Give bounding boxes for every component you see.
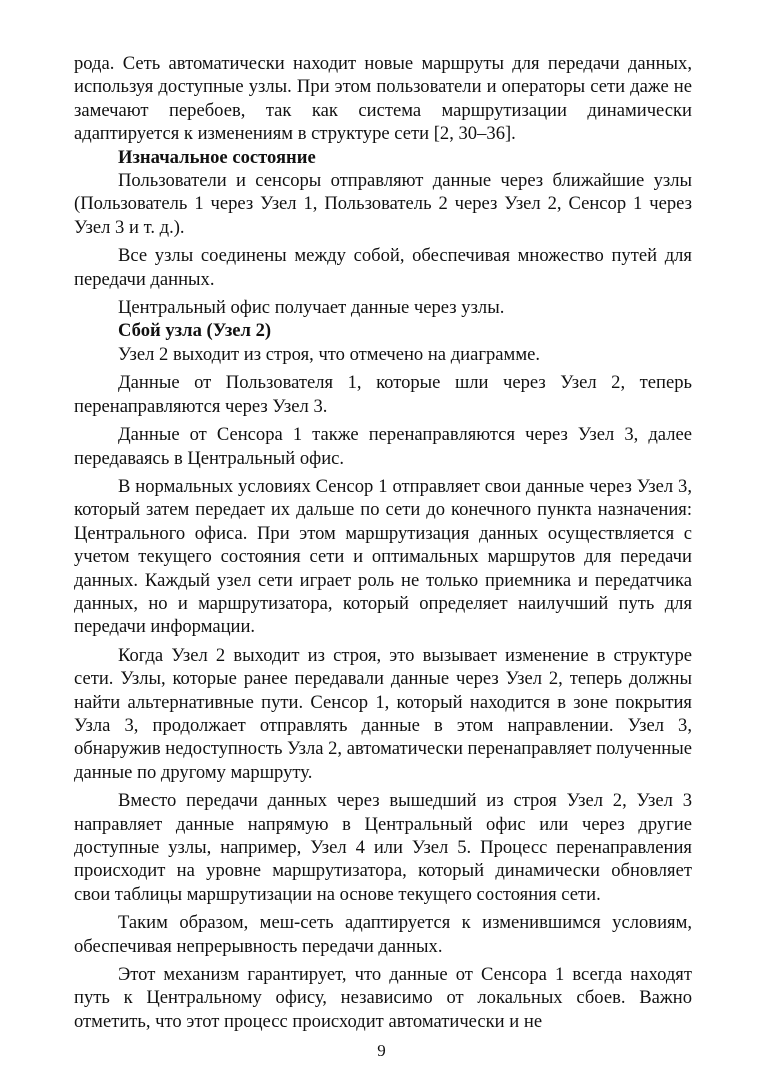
page-number: 9 <box>377 1041 386 1060</box>
heading-initial-state: Изначальное состояние <box>118 146 316 168</box>
paragraph-user-rerouted: Данные от Пользователя 1, которые шли через Узел 2, теперь перенаправляются через Узел 3. <box>74 372 692 417</box>
paragraph-node-failure-effect: Когда Узел 2 выходит из строя, это вызывает изменение в структуре сети. Узлы, которые ранее передавали данные через Узел 2, теперь должны найти альтернативные пути. Сенсор 1, который находится в зоне покрытия Узла 3, продолжает отправлять данные в этом направлении. Узел 3, обнаружив недоступность Узла 2, автоматически перенаправляет полученные данные по другому маршруту. <box>74 644 692 783</box>
paragraph-alternative-route: Вместо передачи данных через вышедший из строя Узел 2, Узел 3 направляет данные напрямую в Центральный офис или через другие доступные узлы, например, Узел 4 или Узел 5. Процесс перенаправления происходит на уровне маршрутизатора, который динамически обновляет свои таблицы маршрутизации на основе текущего состояния сети. <box>74 790 692 905</box>
paragraph-central-office: Центральный офис получает данные через узлы. <box>118 297 505 319</box>
paragraph-node-down: Узел 2 выходит из строя, что отмечено на диаграмме. <box>118 343 540 365</box>
paragraph-mechanism-guarantee: Этот механизм гарантирует, что данные от Сенсора 1 всегда находят путь к Центральному офису, независимо от локальных сбоев. Важно отметить, что этот процесс происходит автоматически и не <box>74 964 692 1032</box>
paragraph-normal-conditions: В нормальных условиях Сенсор 1 отправляет свои данные через Узел 3, который затем передает их дальше по сети до конечного пункта назначения: Центрального офиса. При этом маршрутизация данных осуществляется с учетом текущего состояния сети и оптимальных маршрутов для передачи данных. Каждый узел сети играет роль не только приемника и передатчика данных, но и маршрутизатора, который определяет наилучший путь для передачи информации. <box>74 475 692 638</box>
paragraph-mesh-adapts: Таким образом, меш-сеть адаптируется к изменившимся условиям, обеспечивая непрерывность передачи данных. <box>74 912 692 957</box>
paragraph-sensor-rerouted: Данные от Сенсора 1 также перенаправляются через Узел 3, далее передаваясь в Центральный офис. <box>74 424 692 469</box>
heading-node-failure: Сбой узла (Узел 2) <box>118 320 272 342</box>
paragraph-nodes-connected: Все узлы соединены между собой, обеспечивая множество путей для передачи данных. <box>74 245 692 290</box>
paragraph-continuation: рода. Сеть автоматически находит новые маршруты для передачи данных, используя доступные узлы. При этом пользователи и операторы сети даже не замечают перебоев, так как система маршрутизации динамически адаптируется к изменениям в структуре сети [2, 30–36]. <box>74 53 692 145</box>
page-body <box>74 52 692 1033</box>
paragraph-users-sensors: Пользователи и сенсоры отправляют данные через ближайшие узлы (Пользователь 1 через Узел 1, Пользователь 2 через Узел 2, Сенсор 1 через Узел 3 и т. д.). <box>74 170 692 238</box>
